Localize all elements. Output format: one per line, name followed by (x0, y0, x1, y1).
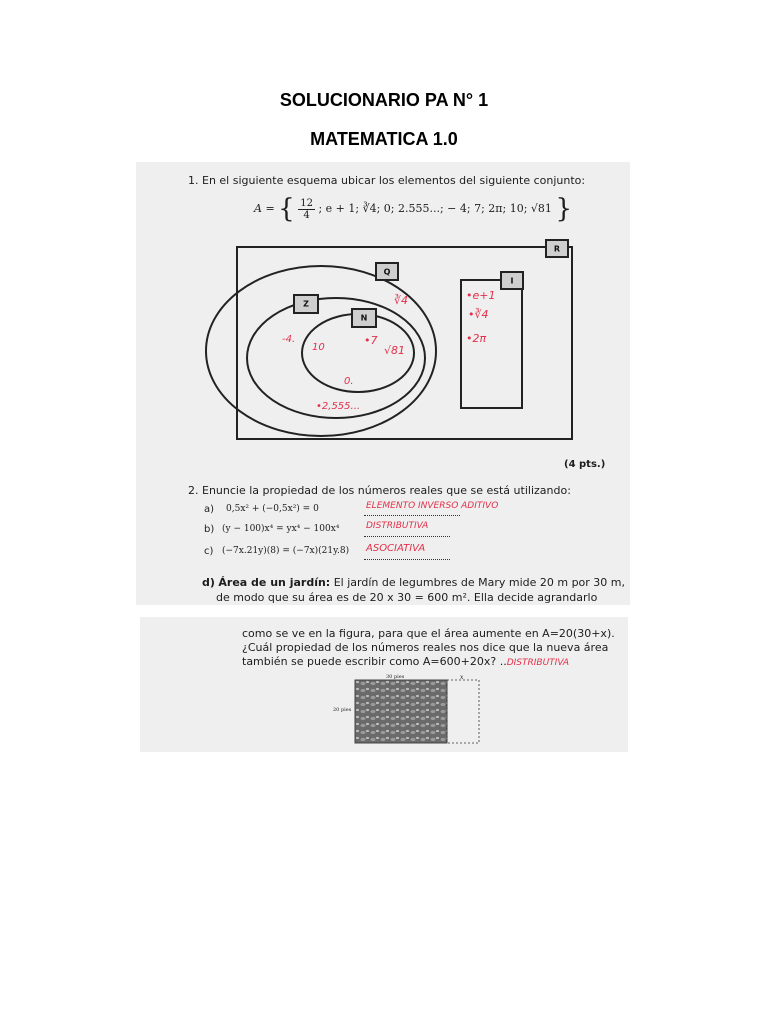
item-c-dotline (364, 559, 450, 560)
hand-cbrt4-q: ∛4 (394, 294, 409, 307)
hand-ten: 10 (312, 342, 325, 353)
hand-cbrt4-i: •∛4 (468, 308, 489, 321)
cont-answer: DISTRIBUTIVA (506, 658, 570, 668)
figure-top-label: 30 pies (386, 674, 405, 680)
item-b-answer: DISTRIBUTIVA (366, 521, 429, 531)
extension-area (447, 680, 479, 743)
left-brace: { (278, 194, 295, 224)
document-subtitle: MATEMATICA 1.0 (310, 129, 458, 149)
item-b-expr: (y − 100)x⁴ = yx⁴ − 100x⁴ (222, 524, 340, 534)
item-d-line1: d) Área de un jardín: El jardín de legumbres de Mary mide 20 m por 30 m, (202, 576, 626, 589)
item-c-answer: ASOCIATIVA (366, 543, 426, 554)
right-brace: } (555, 194, 572, 224)
scanned-page-1 (136, 162, 630, 605)
hand-sqrt81: √81 (384, 344, 406, 357)
label-i: I (500, 271, 524, 290)
label-r: R (545, 239, 569, 258)
hand-zero: 0. (344, 376, 354, 387)
item-c-letter: c) (204, 546, 214, 557)
hand-seven: •7 (364, 334, 378, 347)
venn-diagram (136, 162, 630, 605)
item-a-dotline (364, 515, 460, 516)
hand-neg4: -4. (282, 334, 296, 345)
item-a-answer: ELEMENTO INVERSO ADITIVO (366, 501, 499, 511)
set-prefix: A = (254, 202, 275, 215)
points-label: (4 pts.) (564, 459, 606, 470)
item-a-letter: a) (204, 504, 215, 515)
original-garden (355, 680, 447, 743)
item-d-line2: de modo que su área es de 20 x 30 = 600 m². Ella decide agrandarlo (216, 591, 598, 604)
item-b-dotline (364, 536, 450, 537)
label-q: Q (375, 262, 399, 281)
hand-repeating-decimal: •2,555... (316, 401, 361, 412)
question-1-prompt: 1. En el siguiente esquema ubicar los elementos del siguiente conjunto: (188, 174, 586, 187)
figure-side-label: 20 pies (333, 707, 352, 713)
set-elements: ; e + 1; ∛4; 0; 2.555...; − 4; 7; 2π; 10; √81 (318, 202, 552, 215)
fraction: $\frac{12}{4}$ (300, 197, 313, 221)
label-z: Z (293, 294, 319, 314)
item-d-title: Área de un jardín: (218, 576, 331, 589)
item-b-letter: b) (204, 524, 215, 535)
cont-line-3: también se puede escribir como A=600+20x? ..DISTRIBUTIVA (242, 655, 570, 668)
item-c-expr: (−7x.21y)(8) = (−7x)(21y.8) (222, 546, 350, 556)
item-a-expr: 0,5x² + (−0,5x²) = 0 (226, 504, 319, 514)
figure-x-label: x (460, 674, 464, 681)
cont-line-2: ¿Cuál propiedad de los números reales nos dice que la nueva área (242, 641, 609, 654)
document-title: SOLUCIONARIO PA N° 1 (279, 90, 489, 110)
label-n: N (351, 308, 377, 328)
garden-figure (140, 617, 628, 752)
hand-e-plus-1: •e+1 (466, 289, 496, 302)
question-2-prompt: 2. Enuncie la propiedad de los números reales que se está utilizando: (188, 484, 571, 497)
scanned-page-2 (140, 617, 628, 752)
cont-line-1: como se ve en la figura, para que el área aumente en A=20(30+x). (242, 627, 615, 640)
hand-two-pi: •2π (466, 332, 487, 345)
